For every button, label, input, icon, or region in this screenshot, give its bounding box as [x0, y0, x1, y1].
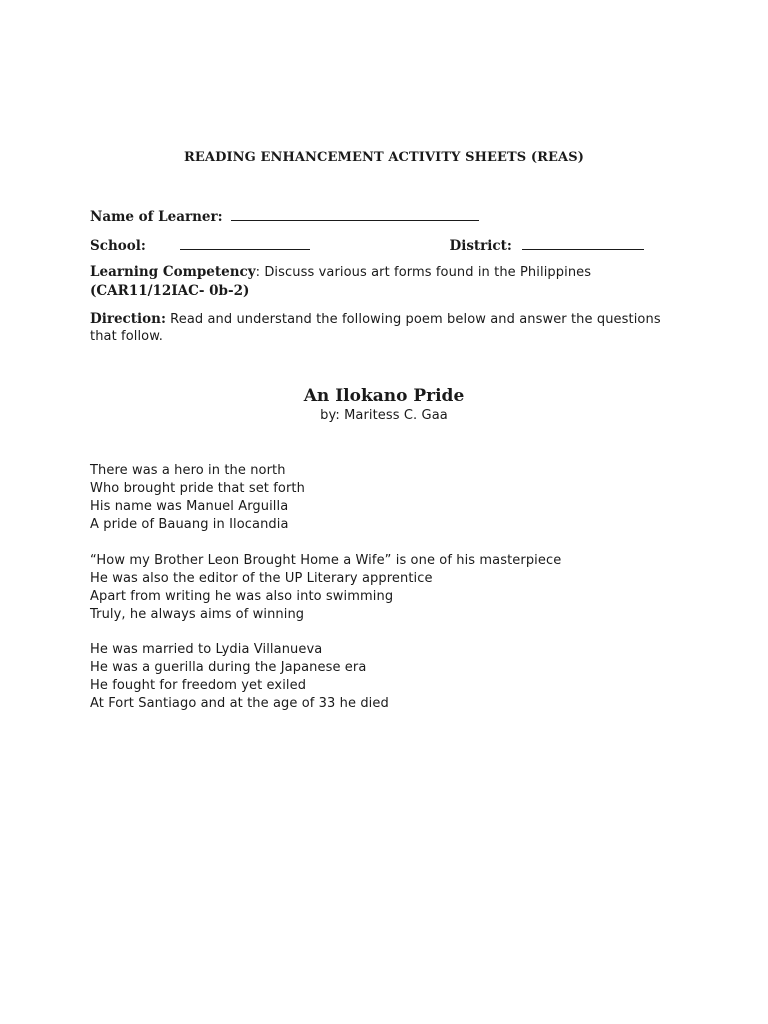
- learner-name-label: Name of Learner:: [90, 209, 223, 225]
- poem-line: A pride of Bauang in Ilocandia: [90, 517, 289, 532]
- poem-line: Who brought pride that set forth: [90, 481, 305, 496]
- poem-stanza-3: [90, 641, 389, 713]
- learning-competency-text: : Discuss various art forms found in the Philippines: [255, 265, 592, 280]
- school-district-row: [90, 237, 644, 254]
- poem-line: He was also the editor of the UP Literary apprentice: [90, 571, 433, 586]
- learner-name-row: [90, 208, 479, 225]
- page-title: READING ENHANCEMENT ACTIVITY SHEETS (REAS): [184, 150, 584, 165]
- poem-line: Apart from writing he was also into swimming: [90, 589, 394, 604]
- school-blank[interactable]: [180, 237, 310, 250]
- direction-label: Direction:: [90, 311, 166, 327]
- poem-line: He fought for freedom yet exiled: [90, 678, 307, 693]
- poem-author: by: Maritess C. Gaa: [320, 408, 448, 423]
- learning-competency-row: [90, 264, 591, 280]
- competency-code: (CAR11/12IAC- 0b-2): [90, 283, 250, 299]
- poem-line: There was a hero in the north: [90, 463, 286, 478]
- poem-line: His name was Manuel Arguilla: [90, 499, 289, 514]
- district-label: District:: [449, 238, 512, 254]
- poem-line: “How my Brother Leon Brought Home a Wife” is one of his masterpiece: [90, 553, 562, 568]
- poem-line: He was married to Lydia Villanueva: [90, 642, 323, 657]
- direction-text: Read and understand the following poem below and answer the questions: [165, 312, 661, 327]
- poem-title: An Ilokano Pride: [303, 386, 465, 406]
- learner-name-blank[interactable]: [231, 208, 479, 221]
- poem-stanza-2: [90, 552, 561, 624]
- poem-line: Truly, he always aims of winning: [90, 607, 305, 622]
- district-blank[interactable]: [522, 237, 644, 250]
- direction-text-continued: that follow.: [90, 329, 164, 344]
- poem-line: At Fort Santiago and at the age of 33 he died: [90, 696, 389, 711]
- direction-row: [90, 311, 661, 327]
- school-label: School:: [90, 238, 146, 254]
- poem-stanza-1: [90, 462, 305, 534]
- competency-code-row: [90, 283, 249, 299]
- learning-competency-label: Learning Competency: [90, 264, 256, 280]
- poem-line: He was a guerilla during the Japanese era: [90, 660, 367, 675]
